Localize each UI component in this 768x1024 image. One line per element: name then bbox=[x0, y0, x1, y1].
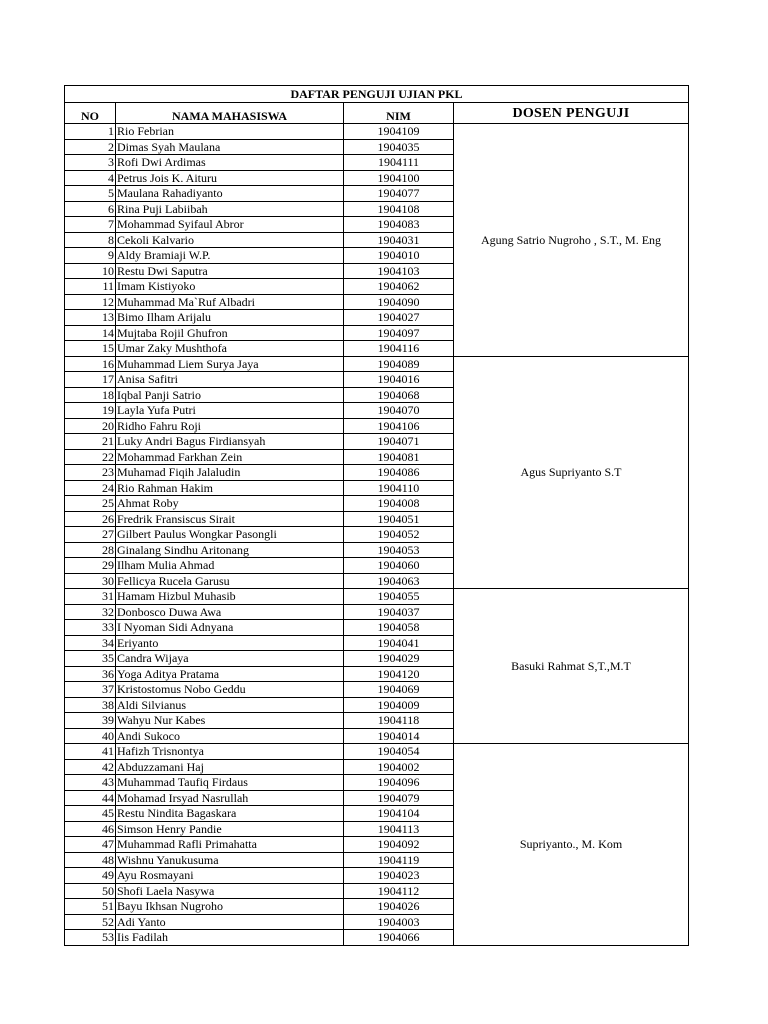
examiner-name: Supriyanto., M. Kom bbox=[454, 744, 689, 946]
row-number: 30 bbox=[65, 573, 116, 589]
student-nim: 1904008 bbox=[344, 496, 454, 512]
student-name: Ilham Mulia Ahmad bbox=[116, 558, 344, 574]
row-number: 12 bbox=[65, 294, 116, 310]
student-nim: 1904090 bbox=[344, 294, 454, 310]
header-no: NO bbox=[65, 103, 116, 124]
student-nim: 1904108 bbox=[344, 201, 454, 217]
row-number: 49 bbox=[65, 868, 116, 884]
student-name: Rina Puji Labiibah bbox=[116, 201, 344, 217]
student-nim: 1904097 bbox=[344, 325, 454, 341]
student-name: Rio Rahman Hakim bbox=[116, 480, 344, 496]
student-name: Eriyanto bbox=[116, 635, 344, 651]
sheet-title: DAFTAR PENGUJI UJIAN PKL bbox=[65, 86, 689, 103]
row-number: 48 bbox=[65, 852, 116, 868]
student-nim: 1904066 bbox=[344, 930, 454, 946]
row-number: 8 bbox=[65, 232, 116, 248]
student-nim: 1904089 bbox=[344, 356, 454, 372]
student-name: Iis Fadilah bbox=[116, 930, 344, 946]
student-name: Maulana Rahadiyanto bbox=[116, 186, 344, 202]
student-nim: 1904083 bbox=[344, 217, 454, 233]
student-nim: 1904110 bbox=[344, 480, 454, 496]
student-nim: 1904118 bbox=[344, 713, 454, 729]
student-nim: 1904058 bbox=[344, 620, 454, 636]
student-name: Bayu Ikhsan Nugroho bbox=[116, 899, 344, 915]
student-name: Ayu Rosmayani bbox=[116, 868, 344, 884]
student-name: Bimo Ilham Arijalu bbox=[116, 310, 344, 326]
student-name: Anisa Safitri bbox=[116, 372, 344, 388]
student-nim: 1904062 bbox=[344, 279, 454, 295]
student-nim: 1904112 bbox=[344, 883, 454, 899]
row-number: 47 bbox=[65, 837, 116, 853]
student-name: Aldy Bramiaji W.P. bbox=[116, 248, 344, 264]
student-nim: 1904009 bbox=[344, 697, 454, 713]
examiner-name: Agung Satrio Nugroho , S.T., M. Eng bbox=[454, 124, 689, 357]
row-number: 7 bbox=[65, 217, 116, 233]
table-row bbox=[65, 589, 689, 605]
student-name: Fellicya Rucela Garusu bbox=[116, 573, 344, 589]
student-name: Layla Yufa Putri bbox=[116, 403, 344, 419]
student-nim: 1904023 bbox=[344, 868, 454, 884]
row-number: 21 bbox=[65, 434, 116, 450]
row-number: 5 bbox=[65, 186, 116, 202]
row-number: 33 bbox=[65, 620, 116, 636]
table-row bbox=[65, 124, 689, 140]
student-name: Wahyu Nur Kabes bbox=[116, 713, 344, 729]
student-name: Ahmat Roby bbox=[116, 496, 344, 512]
student-name: Adi Yanto bbox=[116, 914, 344, 930]
student-nim: 1904055 bbox=[344, 589, 454, 605]
student-name: Mohammad Farkhan Zein bbox=[116, 449, 344, 465]
student-nim: 1904026 bbox=[344, 899, 454, 915]
student-nim: 1904037 bbox=[344, 604, 454, 620]
title-row bbox=[65, 86, 689, 103]
student-name: Iqbal Panji Satrio bbox=[116, 387, 344, 403]
student-nim: 1904113 bbox=[344, 821, 454, 837]
student-name: Cekoli Kalvario bbox=[116, 232, 344, 248]
student-nim: 1904086 bbox=[344, 465, 454, 481]
student-nim: 1904054 bbox=[344, 744, 454, 760]
student-name: Abduzzamani Haj bbox=[116, 759, 344, 775]
student-name: Simson Henry Pandie bbox=[116, 821, 344, 837]
student-nim: 1904070 bbox=[344, 403, 454, 419]
row-number: 37 bbox=[65, 682, 116, 698]
student-name: Yoga Aditya Pratama bbox=[116, 666, 344, 682]
student-name: Ridho Fahru Roji bbox=[116, 418, 344, 434]
student-name: Donbosco Duwa Awa bbox=[116, 604, 344, 620]
row-number: 45 bbox=[65, 806, 116, 822]
student-nim: 1904063 bbox=[344, 573, 454, 589]
student-nim: 1904051 bbox=[344, 511, 454, 527]
row-number: 41 bbox=[65, 744, 116, 760]
row-number: 42 bbox=[65, 759, 116, 775]
student-nim: 1904010 bbox=[344, 248, 454, 264]
row-number: 51 bbox=[65, 899, 116, 915]
student-nim: 1904069 bbox=[344, 682, 454, 698]
row-number: 4 bbox=[65, 170, 116, 186]
student-name: Fredrik Fransiscus Sirait bbox=[116, 511, 344, 527]
student-nim: 1904100 bbox=[344, 170, 454, 186]
student-nim: 1904035 bbox=[344, 139, 454, 155]
student-nim: 1904016 bbox=[344, 372, 454, 388]
row-number: 28 bbox=[65, 542, 116, 558]
header-row bbox=[65, 103, 689, 124]
student-name: Mohamad Irsyad Nasrullah bbox=[116, 790, 344, 806]
student-nim: 1904103 bbox=[344, 263, 454, 279]
student-name: Muhammad Taufiq Firdaus bbox=[116, 775, 344, 791]
student-nim: 1904120 bbox=[344, 666, 454, 682]
student-nim: 1904104 bbox=[344, 806, 454, 822]
row-number: 25 bbox=[65, 496, 116, 512]
row-number: 13 bbox=[65, 310, 116, 326]
row-number: 6 bbox=[65, 201, 116, 217]
student-name: Gilbert Paulus Wongkar Pasongli bbox=[116, 527, 344, 543]
row-number: 2 bbox=[65, 139, 116, 155]
student-name: Muhammad Ma`Ruf Albadri bbox=[116, 294, 344, 310]
student-nim: 1904077 bbox=[344, 186, 454, 202]
student-nim: 1904053 bbox=[344, 542, 454, 558]
row-number: 20 bbox=[65, 418, 116, 434]
student-name: Kristostomus Nobo Geddu bbox=[116, 682, 344, 698]
student-nim: 1904029 bbox=[344, 651, 454, 667]
student-name: Petrus Jois K. Aituru bbox=[116, 170, 344, 186]
student-name: Mohammad Syifaul Abror bbox=[116, 217, 344, 233]
student-nim: 1904081 bbox=[344, 449, 454, 465]
student-nim: 1904092 bbox=[344, 837, 454, 853]
student-nim: 1904041 bbox=[344, 635, 454, 651]
row-number: 1 bbox=[65, 124, 116, 140]
row-number: 23 bbox=[65, 465, 116, 481]
student-name: Restu Nindita Bagaskara bbox=[116, 806, 344, 822]
student-name: Umar Zaky Mushthofa bbox=[116, 341, 344, 357]
student-name: Muhamad Fiqih Jalaludin bbox=[116, 465, 344, 481]
student-nim: 1904116 bbox=[344, 341, 454, 357]
row-number: 50 bbox=[65, 883, 116, 899]
row-number: 10 bbox=[65, 263, 116, 279]
student-name: Hafizh Trisnontya bbox=[116, 744, 344, 760]
student-name: Muhammad Liem Surya Jaya bbox=[116, 356, 344, 372]
student-name: Hamam Hizbul Muhasib bbox=[116, 589, 344, 605]
row-number: 44 bbox=[65, 790, 116, 806]
row-number: 39 bbox=[65, 713, 116, 729]
row-number: 52 bbox=[65, 914, 116, 930]
row-number: 3 bbox=[65, 155, 116, 171]
row-number: 16 bbox=[65, 356, 116, 372]
row-number: 15 bbox=[65, 341, 116, 357]
student-name: Mujtaba Rojil Ghufron bbox=[116, 325, 344, 341]
header-nim: NIM bbox=[344, 103, 454, 124]
student-nim: 1904003 bbox=[344, 914, 454, 930]
row-number: 34 bbox=[65, 635, 116, 651]
table-row bbox=[65, 744, 689, 760]
row-number: 40 bbox=[65, 728, 116, 744]
student-nim: 1904060 bbox=[344, 558, 454, 574]
student-nim: 1904079 bbox=[344, 790, 454, 806]
header-nama: NAMA MAHASISWA bbox=[116, 103, 344, 124]
examiner-name: Agus Supriyanto S.T bbox=[454, 356, 689, 589]
table-body bbox=[65, 124, 689, 946]
student-nim: 1904106 bbox=[344, 418, 454, 434]
row-number: 38 bbox=[65, 697, 116, 713]
student-name: Restu Dwi Saputra bbox=[116, 263, 344, 279]
student-name: Shofi Laela Nasywa bbox=[116, 883, 344, 899]
row-number: 24 bbox=[65, 480, 116, 496]
student-nim: 1904068 bbox=[344, 387, 454, 403]
row-number: 19 bbox=[65, 403, 116, 419]
student-name: Rofi Dwi Ardimas bbox=[116, 155, 344, 171]
student-name: Imam Kistiyoko bbox=[116, 279, 344, 295]
student-nim: 1904031 bbox=[344, 232, 454, 248]
student-name: Aldi Silvianus bbox=[116, 697, 344, 713]
student-name: Muhammad Rafli Primahatta bbox=[116, 837, 344, 853]
row-number: 14 bbox=[65, 325, 116, 341]
row-number: 22 bbox=[65, 449, 116, 465]
student-name: I Nyoman Sidi Adnyana bbox=[116, 620, 344, 636]
student-name: Dimas Syah Maulana bbox=[116, 139, 344, 155]
student-nim: 1904002 bbox=[344, 759, 454, 775]
row-number: 43 bbox=[65, 775, 116, 791]
row-number: 11 bbox=[65, 279, 116, 295]
student-nim: 1904014 bbox=[344, 728, 454, 744]
table-row bbox=[65, 356, 689, 372]
student-nim: 1904052 bbox=[344, 527, 454, 543]
examiner-name: Basuki Rahmat S,T.,M.T bbox=[454, 589, 689, 744]
row-number: 35 bbox=[65, 651, 116, 667]
row-number: 18 bbox=[65, 387, 116, 403]
row-number: 17 bbox=[65, 372, 116, 388]
row-number: 26 bbox=[65, 511, 116, 527]
student-nim: 1904027 bbox=[344, 310, 454, 326]
row-number: 29 bbox=[65, 558, 116, 574]
student-nim: 1904071 bbox=[344, 434, 454, 450]
student-name: Rio Febrian bbox=[116, 124, 344, 140]
student-nim: 1904109 bbox=[344, 124, 454, 140]
student-name: Wishnu Yanukusuma bbox=[116, 852, 344, 868]
row-number: 32 bbox=[65, 604, 116, 620]
student-nim: 1904096 bbox=[344, 775, 454, 791]
student-name: Andi Sukoco bbox=[116, 728, 344, 744]
student-nim: 1904119 bbox=[344, 852, 454, 868]
row-number: 46 bbox=[65, 821, 116, 837]
examiner-table bbox=[64, 85, 689, 946]
row-number: 27 bbox=[65, 527, 116, 543]
student-name: Luky Andri Bagus Firdiansyah bbox=[116, 434, 344, 450]
row-number: 53 bbox=[65, 930, 116, 946]
row-number: 36 bbox=[65, 666, 116, 682]
student-name: Candra Wijaya bbox=[116, 651, 344, 667]
student-nim: 1904111 bbox=[344, 155, 454, 171]
row-number: 31 bbox=[65, 589, 116, 605]
row-number: 9 bbox=[65, 248, 116, 264]
student-name: Ginalang Sindhu Aritonang bbox=[116, 542, 344, 558]
header-dosen: DOSEN PENGUJI bbox=[454, 103, 689, 124]
